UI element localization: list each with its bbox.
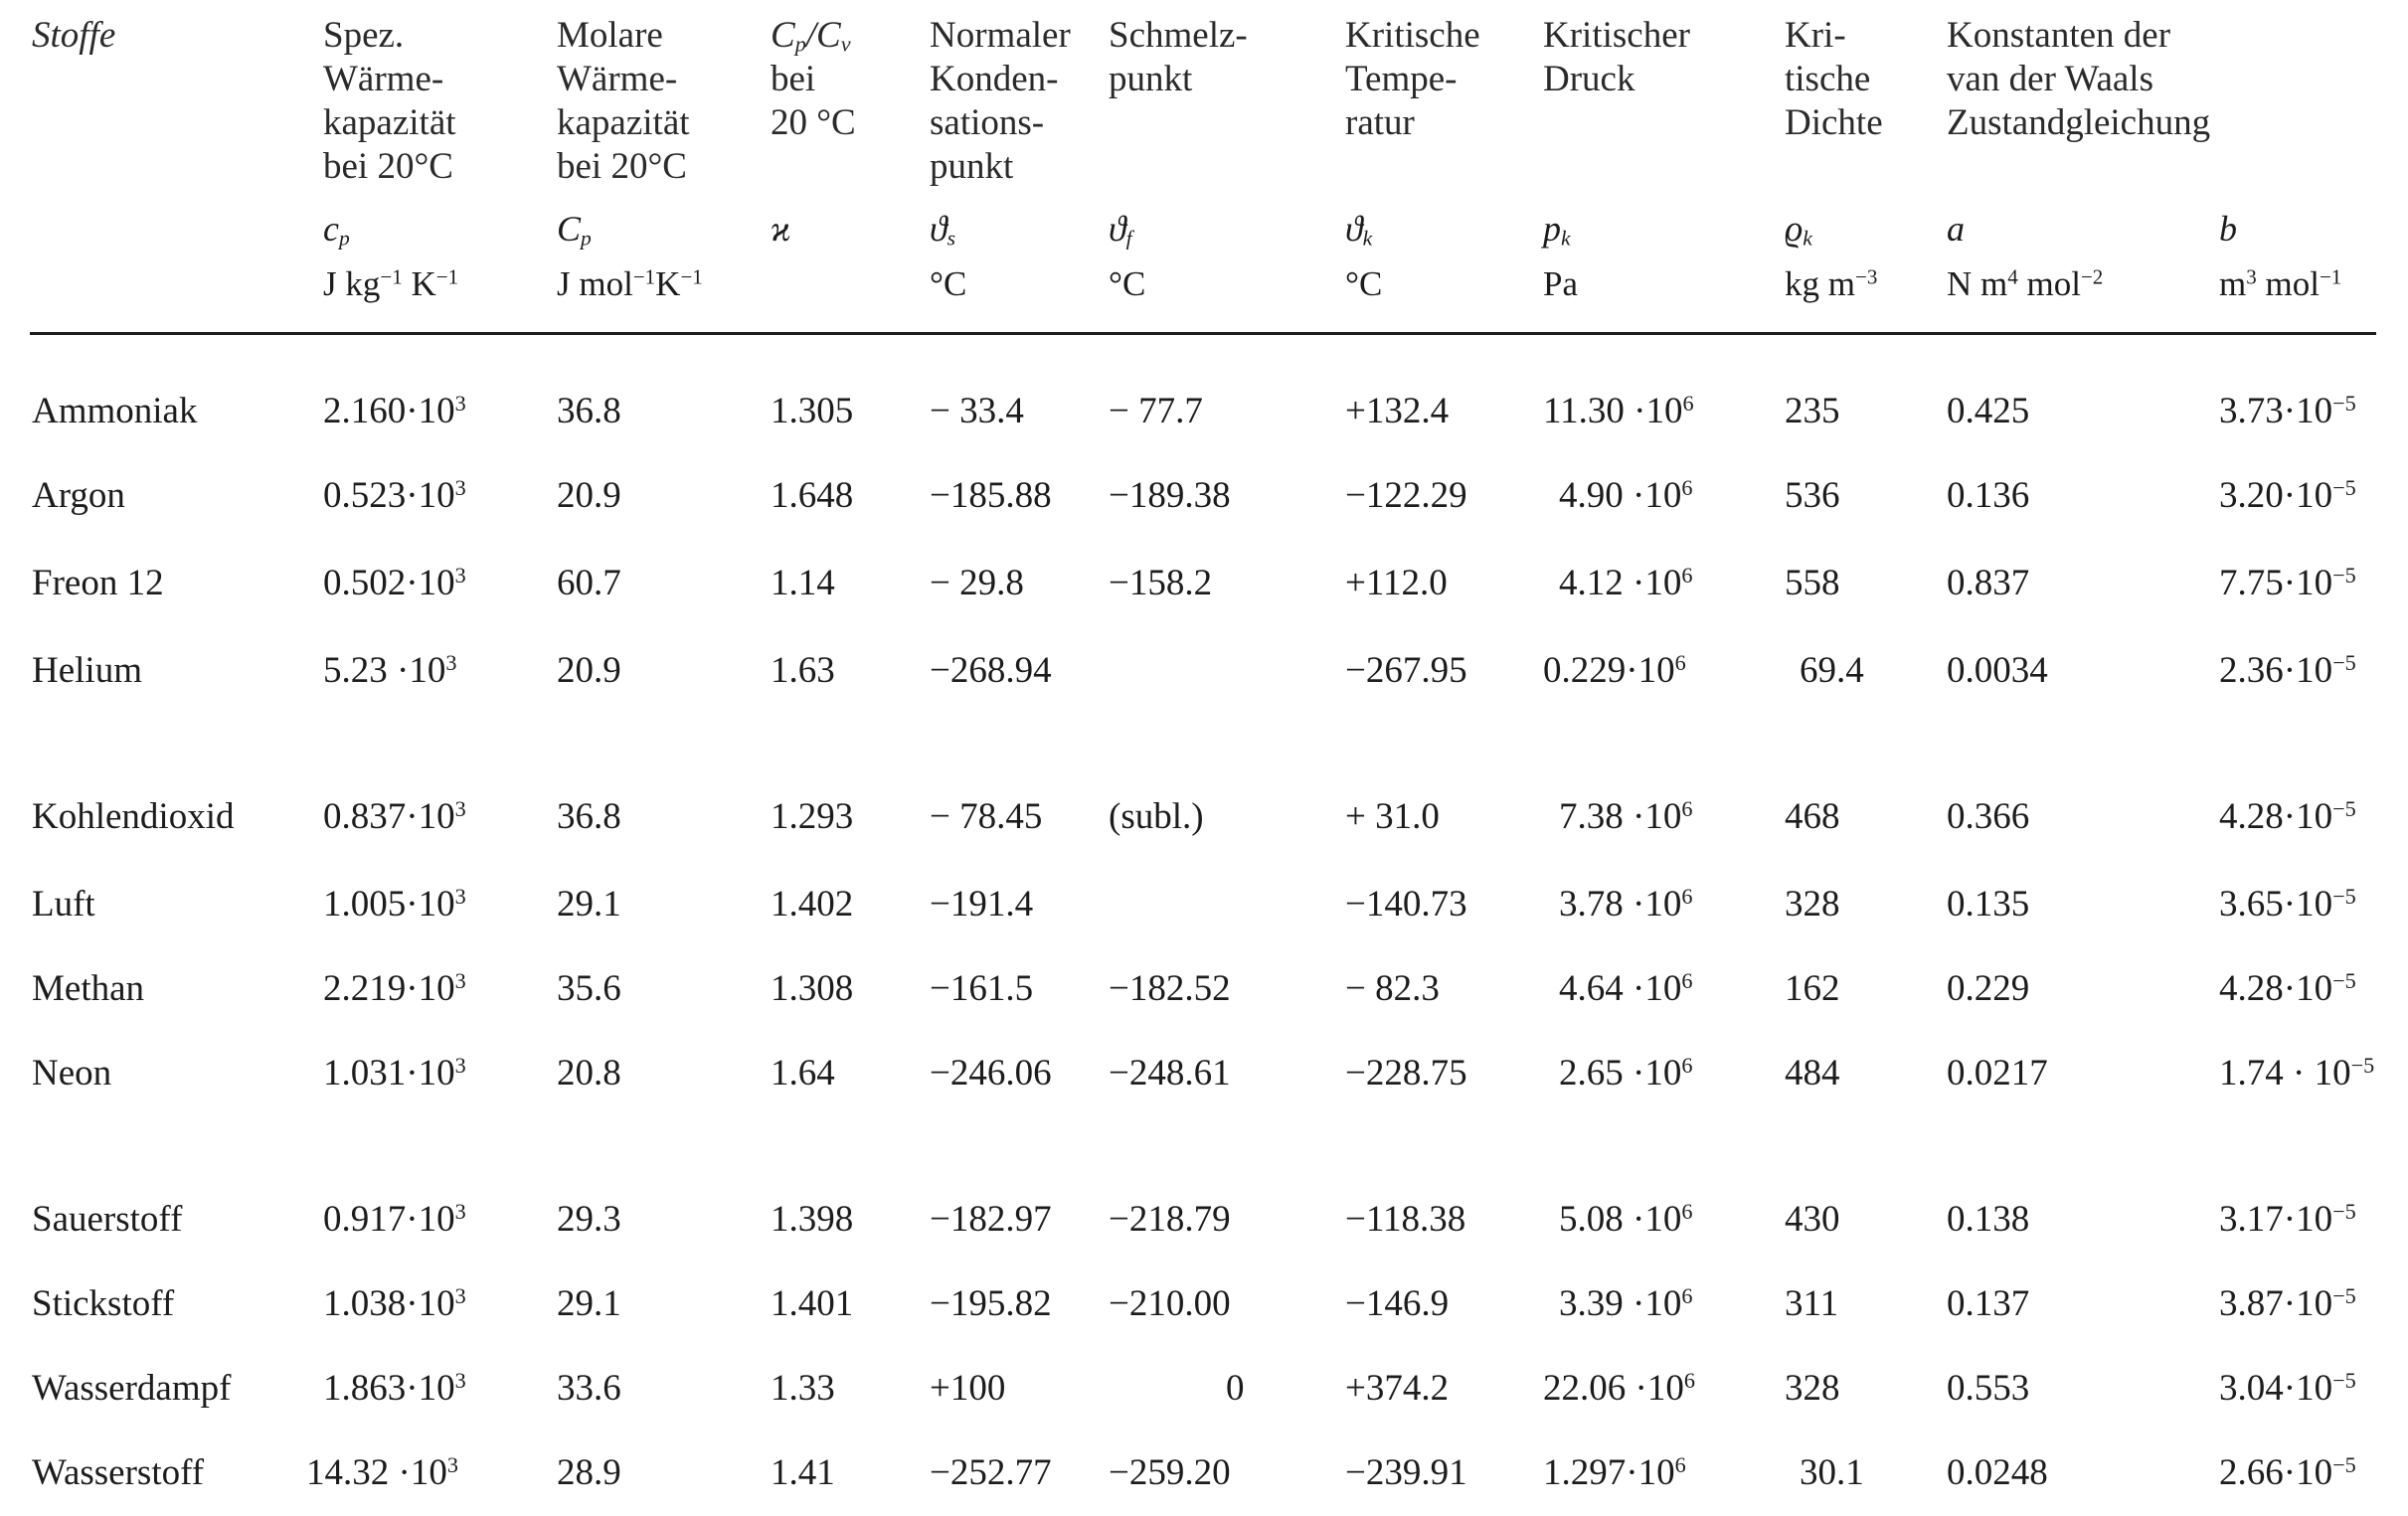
column-header-line: punkt <box>1109 59 1193 99</box>
column-unit: °C <box>930 264 967 303</box>
table-cell: 29.3 <box>557 1199 621 1240</box>
table-cell: $11.30 \cdot 10^6$ <box>1543 390 1694 431</box>
table-cell: 1.293 <box>771 796 854 837</box>
column-header-line: Kri- <box>1785 15 1846 56</box>
table-cell: $3.39 \cdot 10^6$ <box>1559 1282 1693 1324</box>
table-cell: (subl.) <box>1109 796 1204 837</box>
table-cell: 36.8 <box>557 796 621 837</box>
table-cell: 20.8 <box>557 1053 621 1094</box>
column-unit: °C <box>1109 264 1146 303</box>
table-cell: 33.6 <box>557 1368 621 1409</box>
column-header-line: sations- <box>930 102 1045 143</box>
column-symbol: $ϱ_k$ <box>1785 209 1812 251</box>
column-header-line: Spez. <box>323 15 405 56</box>
substance-name: Stickstoff <box>32 1283 175 1324</box>
table-cell: 29.1 <box>557 884 621 925</box>
table-cell: 0.553 <box>1947 1368 2030 1409</box>
table-cell: 328 <box>1785 884 1840 925</box>
table-cell: 0.425 <box>1947 391 2030 431</box>
table-cell: 1.14 <box>771 563 835 603</box>
table-cell: 430 <box>1785 1199 1840 1240</box>
substance-name: Wasserdampf <box>32 1368 232 1409</box>
substance-name: Ammoniak <box>32 391 198 431</box>
column-header-line: bei 20°C <box>323 146 453 187</box>
table-cell: $3.65\cdot 10^{-5}$ <box>2219 883 2356 925</box>
table-cell: −248.61 <box>1109 1053 1231 1094</box>
table-cell: 0.229 <box>1947 968 2030 1009</box>
table-cell: $4.90 \cdot 10^6$ <box>1559 474 1693 516</box>
column-header-line: bei 20°C <box>557 146 687 187</box>
table-cell: $5.23 \cdot 10^3$ <box>323 649 457 691</box>
table-cell: −259.20 <box>1109 1452 1231 1493</box>
table-cell: $2.66\cdot 10^{-5}$ <box>2219 1451 2356 1493</box>
column-symbol: $ϑ_k$ <box>1345 209 1373 251</box>
substance-name: Neon <box>32 1053 112 1094</box>
table-cell: $1.005\cdot 10^3$ <box>323 883 466 925</box>
table-cell: 1.63 <box>771 650 835 691</box>
column-symbol: $ϑ_f$ <box>1109 209 1132 251</box>
column-header-line: Konden- <box>930 59 1059 99</box>
table-cell: $22.06 \cdot 10^6$ <box>1543 1367 1695 1409</box>
table-cell: −268.94 <box>930 650 1052 691</box>
table-cell: $0.917\cdot 10^3$ <box>323 1198 466 1240</box>
column-symbol: $ϑ_s$ <box>930 209 956 251</box>
table-cell: 536 <box>1785 475 1840 516</box>
table-cell: − 82.3 <box>1345 968 1440 1009</box>
table-cell: 0.136 <box>1947 475 2030 516</box>
column-symbol: ϰ <box>771 209 791 249</box>
column-header-line: Stoffe <box>32 15 116 56</box>
table-cell: 0.0034 <box>1947 650 2048 691</box>
column-symbol: $C_p$ <box>557 209 592 251</box>
table-cell: 0.137 <box>1947 1283 2030 1324</box>
table-cell: +132.4 <box>1345 391 1450 431</box>
table-cell: $2.36\cdot 10^{-5}$ <box>2219 649 2356 691</box>
table-cell: 0.135 <box>1947 884 2030 925</box>
substance-name: Freon 12 <box>32 563 164 603</box>
table-cell: $3.17\cdot 10^{-5}$ <box>2219 1198 2356 1240</box>
table-cell: 28.9 <box>557 1452 621 1493</box>
table-cell: 235 <box>1785 391 1840 431</box>
column-header-line: tische <box>1785 59 1871 99</box>
column-unit: $m^3$ mol$^{-1}$ <box>2219 264 2342 303</box>
table-cell: −158.2 <box>1109 563 1213 603</box>
table-cell: 29.1 <box>557 1283 621 1324</box>
column-unit: Pa <box>1543 264 1578 303</box>
table-cell: 1.648 <box>771 475 854 516</box>
table-cell: 20.9 <box>557 475 621 516</box>
table-cell: 36.8 <box>557 391 621 431</box>
table-cell: $3.87\cdot 10^{-5}$ <box>2219 1282 2356 1324</box>
column-header-line: bei <box>771 59 816 99</box>
table-cell: $2.160\cdot 10^3$ <box>323 390 466 431</box>
table-cell: $1.031\cdot 10^3$ <box>323 1052 466 1094</box>
substance-name: Argon <box>32 475 125 516</box>
substance-name: Methan <box>32 968 145 1009</box>
column-header-line: Wärme- <box>557 59 678 99</box>
table-cell: $7.38 \cdot 10^6$ <box>1559 795 1693 837</box>
substance-name: Sauerstoff <box>32 1199 183 1240</box>
table-cell: 60.7 <box>557 563 621 603</box>
table-cell: −267.95 <box>1345 650 1467 691</box>
table-cell: −182.52 <box>1109 968 1231 1009</box>
table-cell: −122.29 <box>1345 475 1467 516</box>
table-cell: −210.00 <box>1109 1283 1231 1324</box>
table-cell: 1.41 <box>771 1452 835 1493</box>
table-cell: $4.64 \cdot 10^6$ <box>1559 967 1693 1009</box>
table-cell: − 29.8 <box>930 563 1024 603</box>
table-cell: 35.6 <box>557 968 621 1009</box>
substance-name: Luft <box>32 884 95 925</box>
table-cell: 0.0217 <box>1947 1053 2048 1094</box>
table-cell: −252.77 <box>930 1452 1052 1493</box>
table-cell: $1.863\cdot 10^3$ <box>323 1367 466 1409</box>
table-cell: 1.398 <box>771 1199 854 1240</box>
table-cell: −239.91 <box>1345 1452 1467 1493</box>
table-cell: 0 <box>1226 1368 1245 1409</box>
column-unit: J $mol^{-1}K^{-1}$ <box>557 264 703 303</box>
column-unit: J $kg^{-1}$ $K^{-1}$ <box>323 264 459 303</box>
table-cell: $2.65 \cdot 10^6$ <box>1559 1052 1693 1094</box>
table-cell: $0.502\cdot 10^3$ <box>323 562 466 603</box>
column-header-line: Normaler <box>930 15 1071 56</box>
column-header-line: kapazität <box>557 102 690 143</box>
table-cell: −185.88 <box>930 475 1052 516</box>
table-cell: 0.837 <box>1947 563 2030 603</box>
column-header-line: Zustandgleichung <box>1947 102 2211 143</box>
column-header-line: Tempe- <box>1345 59 1458 99</box>
column-header-line: Molare <box>557 15 663 56</box>
table-cell: −191.4 <box>930 884 1034 925</box>
column-header-line: kapazität <box>323 102 456 143</box>
table-cell: 468 <box>1785 796 1840 837</box>
header-rule <box>30 332 2376 335</box>
table-cell: 20.9 <box>557 650 621 691</box>
table-cell: 162 <box>1785 968 1840 1009</box>
table-cell: −189.38 <box>1109 475 1231 516</box>
table-cell: $3.78 \cdot 10^6$ <box>1559 883 1693 925</box>
column-header-line: Schmelz- <box>1109 15 1248 56</box>
table-cell: − 33.4 <box>930 391 1024 431</box>
table-cell: 328 <box>1785 1368 1840 1409</box>
table-cell: −182.97 <box>930 1199 1052 1240</box>
table-cell: +112.0 <box>1345 563 1448 603</box>
table-cell: − 77.7 <box>1109 391 1203 431</box>
table-cell: $3.04\cdot 10^{-5}$ <box>2219 1367 2356 1409</box>
table-cell: $4.28\cdot 10^{-5}$ <box>2219 967 2356 1009</box>
table-cell: $4.28\cdot 10^{-5}$ <box>2219 795 2356 837</box>
table-cell: $3.73\cdot 10^{-5}$ <box>2219 390 2356 431</box>
substance-name: Wasserstoff <box>32 1452 205 1493</box>
table-cell: $3.20\cdot 10^{-5}$ <box>2219 474 2356 516</box>
column-header-line: Dichte <box>1785 102 1883 143</box>
column-header-line: Druck <box>1543 59 1635 99</box>
column-symbol: $p_k$ <box>1543 209 1571 251</box>
column-header-line: punkt <box>930 146 1014 187</box>
column-header-line: $C_p/C_v$ <box>771 15 851 57</box>
column-header-line: Kritischer <box>1543 15 1690 56</box>
table-cell: −146.9 <box>1345 1283 1450 1324</box>
column-header-line: ratur <box>1345 102 1415 143</box>
table-cell: 69.4 <box>1800 650 1864 691</box>
table-cell: 30.1 <box>1800 1452 1864 1493</box>
column-header-line: Wärme- <box>323 59 444 99</box>
table-cell: −228.75 <box>1345 1053 1467 1094</box>
table-cell: +100 <box>930 1368 1006 1409</box>
column-symbol: $c_p$ <box>323 209 350 251</box>
table-cell: + 31.0 <box>1345 796 1440 837</box>
column-unit: °C <box>1345 264 1383 303</box>
table-cell: $1.038\cdot 10^3$ <box>323 1282 466 1324</box>
table-cell: 1.402 <box>771 884 854 925</box>
table-cell: −218.79 <box>1109 1199 1231 1240</box>
column-unit: N $m^4$ mol$^{-2}$ <box>1947 264 2104 303</box>
column-unit: kg $m^{-3}$ <box>1785 264 1878 303</box>
column-header-line: van der Waals <box>1947 59 2153 99</box>
table-cell: 0.366 <box>1947 796 2030 837</box>
table-cell: 1.305 <box>771 391 854 431</box>
column-symbol: a <box>1947 209 1965 249</box>
table-cell: $1.74 \cdot 10^{-5}$ <box>2219 1052 2375 1094</box>
table-cell: 1.308 <box>771 968 854 1009</box>
column-symbol: b <box>2219 209 2237 249</box>
table-cell: −195.82 <box>930 1283 1052 1324</box>
table-cell: $0.523\cdot 10^3$ <box>323 474 466 516</box>
table-cell: 1.64 <box>771 1053 835 1094</box>
table-cell: $2.219\cdot 10^3$ <box>323 967 466 1009</box>
table-cell: 1.33 <box>771 1368 835 1409</box>
table-cell: $5.08 \cdot 10^6$ <box>1559 1198 1693 1240</box>
table-cell: − 78.45 <box>930 796 1043 837</box>
table-cell: 558 <box>1785 563 1840 603</box>
table-cell: 0.138 <box>1947 1199 2030 1240</box>
table-cell: +374.2 <box>1345 1368 1450 1409</box>
column-header-line: 20 °C <box>771 102 856 143</box>
table-cell: −161.5 <box>930 968 1034 1009</box>
table-cell: 1.401 <box>771 1283 854 1324</box>
table-cell: −246.06 <box>930 1053 1052 1094</box>
table-cell: $4.12 \cdot 10^6$ <box>1559 562 1693 603</box>
table-cell: $1.297\cdot 10^6$ <box>1543 1451 1686 1493</box>
table-cell: −140.73 <box>1345 884 1467 925</box>
table-cell: 484 <box>1785 1053 1840 1094</box>
substance-name: Helium <box>32 650 142 691</box>
column-header-line: Konstanten der <box>1947 15 2171 56</box>
table-cell: $0.837\cdot 10^3$ <box>323 795 466 837</box>
substance-name: Kohlendioxid <box>32 796 235 837</box>
table-cell: 311 <box>1785 1283 1839 1324</box>
table-cell: $7.75\cdot 10^{-5}$ <box>2219 562 2356 603</box>
column-header-line: Kritische <box>1345 15 1480 56</box>
table-cell: $0.229\cdot 10^6$ <box>1543 649 1686 691</box>
table-cell: −118.38 <box>1345 1199 1466 1240</box>
table-cell: $14.32 \cdot 10^3$ <box>306 1451 458 1493</box>
table-cell: 0.0248 <box>1947 1452 2048 1493</box>
